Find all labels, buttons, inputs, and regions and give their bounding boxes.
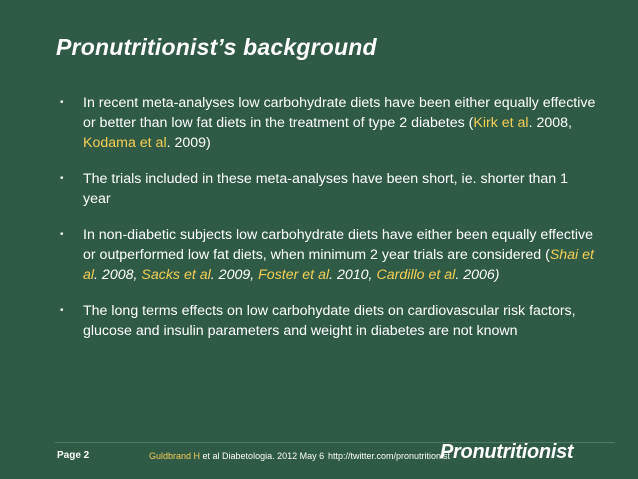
bullet-list	[58, 93, 598, 357]
bullet-text-run: . 2009,	[210, 267, 259, 283]
bullet-text-run: . 2008,	[528, 115, 572, 131]
citation-author: Guldbrand H	[149, 451, 201, 461]
reference-link: Sacks et al	[141, 267, 211, 283]
reference-link: Foster et al	[258, 267, 330, 283]
reference-link: Kirk et al	[473, 115, 529, 131]
bullet-text-run: The long terms effects on low carbohydate diets on cardiovascular risk factors, glucose and insulin parameters and weight in diabetes are not known	[83, 303, 576, 339]
bullet-text	[83, 227, 594, 283]
bullet-text-run: . 2006)	[455, 267, 500, 283]
bullet-dot-icon: •	[60, 173, 64, 184]
bullet-dot-icon: •	[60, 97, 64, 108]
bullet-text	[83, 95, 595, 151]
twitter-link[interactable]: http://twitter.com/pronutritionist	[328, 451, 451, 461]
bullet-text-run: The trials included in these meta-analyses have been short, ie. shorter than 1 year	[83, 171, 569, 207]
bullet-text-run: . 2008,	[94, 267, 142, 283]
bullet-item	[58, 93, 598, 153]
brand-logo: Pronutritionist	[440, 441, 574, 463]
slide-title: Pronutritionist’s background	[56, 34, 377, 60]
reference-link: Shai et al	[83, 247, 594, 283]
bullet-item	[58, 169, 598, 209]
bullet-text	[83, 171, 568, 207]
page-number: Page 2	[57, 450, 90, 461]
bullet-text-run: In non-diabetic subjects low carbohydrate diets have either been equally effective or outperformed low fat diets, when minimum 2 year trials are considered (	[83, 227, 594, 263]
reference-link: Cardillo et al	[376, 267, 456, 283]
bullet-dot-icon: •	[60, 305, 64, 316]
bullet-text	[83, 303, 576, 339]
bullet-text-run: . 2009)	[166, 135, 211, 151]
bullet-text-run: In recent meta-analyses low carbohydrate diets have been either equally effective or better than low fat diets in the treatment of type 2 diabetes (	[83, 95, 596, 131]
citation-source: et al Diabetologia. 2012 May 6	[200, 451, 325, 461]
bullet-text-run: . 2010,	[329, 267, 377, 283]
bullet-item	[58, 301, 598, 341]
footer-citation	[149, 451, 324, 461]
bullet-item	[58, 225, 598, 285]
bullet-dot-icon: •	[60, 229, 64, 240]
reference-link: Kodama et al	[83, 135, 167, 151]
